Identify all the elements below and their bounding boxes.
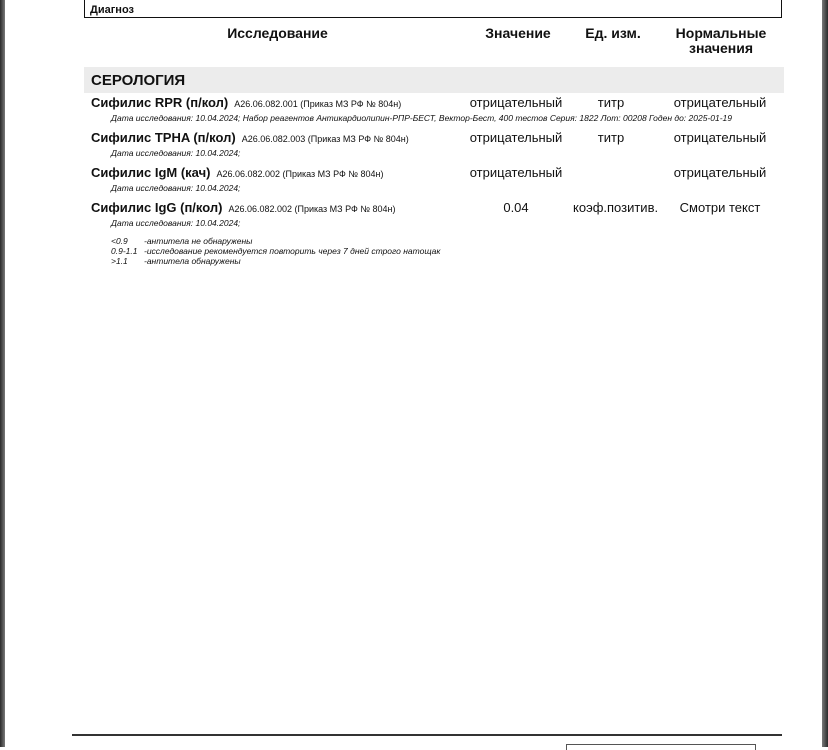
test-code: A26.06.082.002 (Приказ МЗ РФ № 804н) <box>228 204 396 214</box>
test-date: Дата исследования: 10.04.2024; <box>111 218 241 228</box>
section-title: СЕРОЛОГИЯ <box>91 72 186 89</box>
reference-note <box>111 256 241 266</box>
note-key: 0.9-1.1 <box>111 246 138 256</box>
test-code: A26.06.082.001 (Приказ МЗ РФ № 804н) <box>234 99 402 109</box>
test-norm: отрицательный <box>673 165 767 180</box>
window-edge-right <box>822 0 828 747</box>
header-value: Значение <box>485 25 551 41</box>
test-norm: Смотри текст <box>679 200 761 215</box>
test-date: Дата исследования: 10.04.2024; <box>111 148 241 158</box>
note-text: -антитела не обнаружены <box>144 236 253 246</box>
header-norm-line2: значения <box>689 40 753 56</box>
footer-box <box>566 744 756 750</box>
test-name <box>91 165 384 180</box>
footer-divider <box>72 734 782 736</box>
test-unit: коэф.позитив. <box>573 200 659 215</box>
test-code: A26.06.082.003 (Приказ МЗ РФ № 804н) <box>241 134 409 144</box>
window-edge-left <box>0 0 5 747</box>
note-key: >1.1 <box>111 256 128 266</box>
header-norm-line1: Нормальные <box>675 25 767 41</box>
test-name-text: Сифилис IgG (п/кол) <box>91 200 223 215</box>
test-value: отрицательный <box>469 165 563 180</box>
test-code: A26.06.082.002 (Приказ МЗ РФ № 804н) <box>216 169 384 179</box>
test-norm: отрицательный <box>673 95 767 110</box>
test-name <box>91 95 401 110</box>
header-unit: Ед. изм. <box>585 25 641 41</box>
header-norm <box>662 26 780 56</box>
test-name <box>91 130 409 145</box>
test-value: 0.04 <box>503 200 529 215</box>
test-date: Дата исследования: 10.04.2024; <box>111 183 241 193</box>
note-text: -антитела обнаружены <box>144 256 241 266</box>
test-value: отрицательный <box>469 95 563 110</box>
test-name-text: Сифилис IgM (кач) <box>91 165 211 180</box>
diagnosis-box <box>84 0 782 18</box>
note-key: <0.9 <box>111 236 128 246</box>
header-study: Исследование <box>227 25 328 41</box>
test-value: отрицательный <box>469 130 563 145</box>
section-serology <box>84 67 784 93</box>
diagnosis-label: Диагноз <box>90 4 134 16</box>
note-text: -исследование рекомендуется повторить через 7 дней строго натощак <box>144 246 441 256</box>
test-norm: отрицательный <box>673 130 767 145</box>
test-unit: титр <box>597 130 625 145</box>
test-date: Дата исследования: 10.04.2024; Набор реагентов Антикардиолипин-РПР-БЕСТ, Вектор-Бест, 400 тестов Серия: 1822 Лот: 00208 Годен до: 2025-01-19 <box>111 113 732 123</box>
test-unit: титр <box>597 95 625 110</box>
test-name <box>91 200 396 215</box>
test-name-text: Сифилис RPR (п/кол) <box>91 95 229 110</box>
reference-note <box>111 236 252 246</box>
test-name-text: Сифилис TPHA (п/кол) <box>91 130 236 145</box>
reference-note <box>111 246 440 256</box>
